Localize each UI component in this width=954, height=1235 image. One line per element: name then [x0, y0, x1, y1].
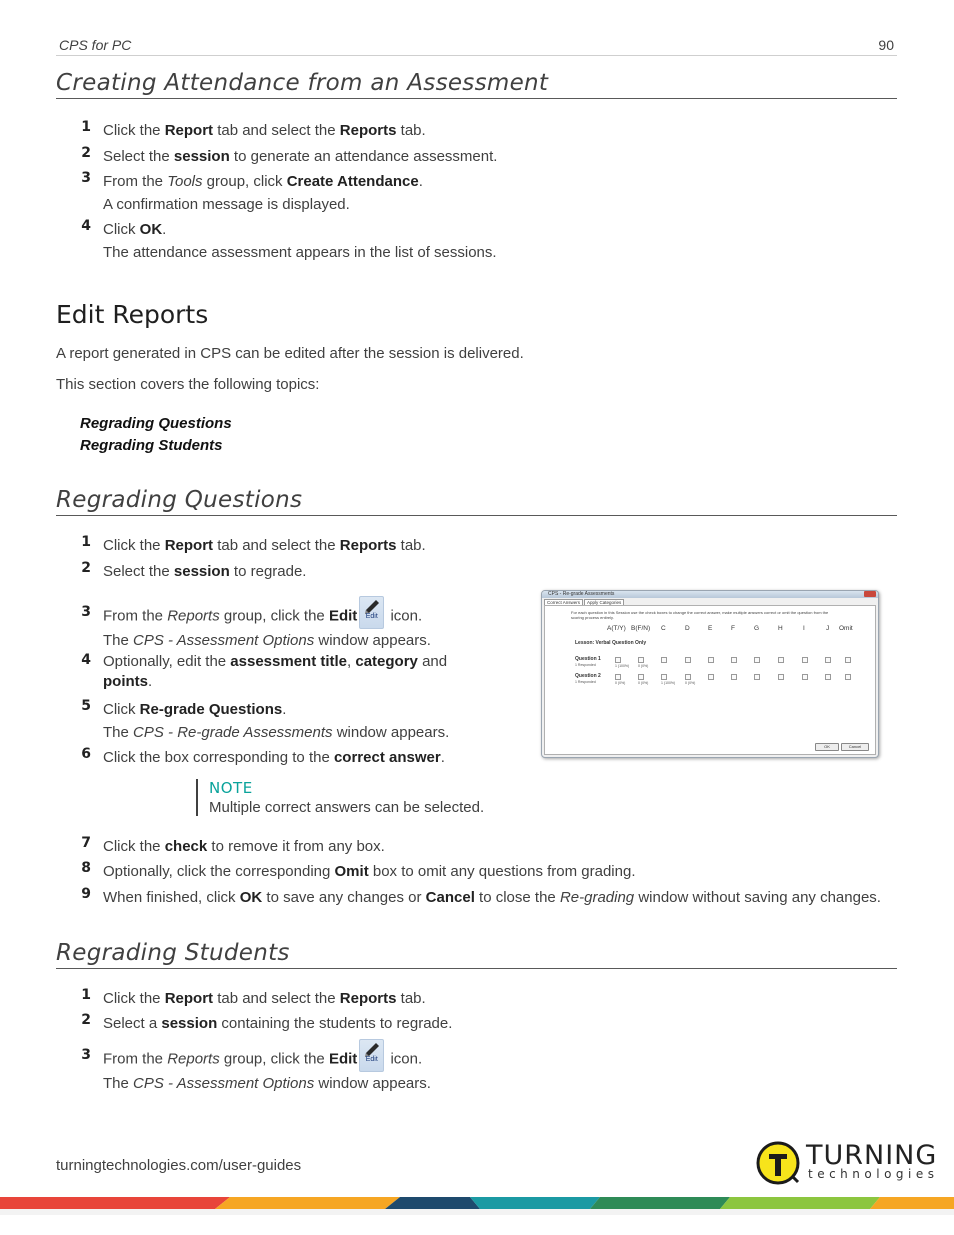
column-header: B(F/N)	[631, 625, 651, 632]
step-text: Click the	[103, 838, 165, 855]
window-name: CPS - Re-grade Assessments	[133, 724, 333, 741]
answer-checkbox	[754, 674, 760, 680]
step-text: window without saving any changes.	[634, 889, 881, 906]
ok-button: OK	[815, 743, 839, 751]
answer-checkbox	[731, 657, 737, 663]
step-text: tab.	[396, 537, 426, 554]
answer-checkbox	[802, 657, 808, 663]
step-text: group, click	[202, 173, 287, 190]
step-text: From the	[103, 173, 168, 190]
note-title: NOTE	[209, 779, 253, 797]
step-text: Click the	[103, 990, 165, 1007]
step-number: 2	[81, 1012, 91, 1028]
window-instructions: For each question in this Session use the check boxes to change the correct answer, make multiple answers correct or omit the question from the scoring process entirely.	[571, 610, 829, 620]
column-header: G	[754, 625, 760, 632]
logo-mark-icon	[756, 1140, 802, 1186]
step-bold: OK	[239, 889, 263, 906]
step-text: to close the	[474, 889, 560, 906]
answer-checkbox	[638, 674, 644, 680]
step-text: Click	[103, 221, 140, 238]
step-result: The	[103, 632, 134, 649]
step-text: to regrade.	[229, 563, 307, 580]
footer-url[interactable]: turningtechnologies.com/user-guides	[56, 1157, 302, 1174]
step-number: 4	[81, 218, 91, 234]
step-text: tab.	[396, 122, 426, 139]
list-item	[76, 218, 906, 264]
question-label: Question 1	[575, 656, 601, 662]
tab-correct-answers: Correct Answers	[544, 599, 583, 606]
step-bold: Edit	[328, 607, 358, 625]
step-text: .	[162, 221, 167, 238]
list-item	[76, 560, 906, 583]
answer-checkbox	[825, 657, 831, 663]
step-bold: Cancel	[425, 889, 475, 906]
section-heading-creating-attendance: Creating Attendance from an Assessment	[56, 70, 897, 99]
step-number: 2	[81, 560, 91, 576]
answer-checkbox	[708, 674, 714, 680]
step-text: tab and select the	[213, 122, 340, 139]
window-name: CPS - Assessment Options	[133, 1075, 315, 1092]
step-bold: Report	[164, 537, 214, 554]
answer-checkbox	[615, 657, 621, 663]
answer-checkbox	[661, 674, 667, 680]
step-bold: points	[103, 673, 148, 690]
column-header: D	[685, 625, 690, 632]
step-number: 1	[81, 534, 91, 550]
logo-subtitle: technologies	[808, 1167, 939, 1181]
step-bold: session	[161, 1015, 218, 1032]
step-text: Optionally, edit the	[103, 653, 231, 670]
question-responded: 1 Responded	[575, 680, 596, 684]
page-number: 90	[878, 37, 894, 53]
column-header: I	[803, 625, 805, 632]
step-result: The	[103, 1075, 134, 1092]
answer-stat: 0 (0%)	[685, 681, 696, 685]
step-number: 1	[81, 119, 91, 135]
answer-stat: 1 (100%)	[661, 681, 676, 685]
step-result: window appears.	[314, 632, 431, 649]
step-text: .	[148, 673, 153, 690]
document-title: CPS for PC	[59, 37, 132, 53]
answer-stat: 0 (0%)	[638, 664, 649, 668]
step-text: icon.	[386, 607, 423, 625]
step-bold: session	[173, 563, 230, 580]
note-callout	[196, 779, 484, 816]
step-bold: Reports	[339, 990, 397, 1007]
step-text: tab and select the	[213, 537, 340, 554]
topic-link-regrading-students[interactable]: Regrading Students	[80, 437, 223, 454]
step-bold: Report	[164, 122, 214, 139]
step-text: tab and select the	[213, 990, 340, 1007]
answer-checkbox	[638, 657, 644, 663]
step-text: Select the	[103, 148, 174, 165]
close-icon	[864, 591, 876, 597]
step-text: to generate an attendance assessment.	[229, 148, 498, 165]
question-responded: 1 Responded	[575, 663, 596, 667]
list-item	[76, 170, 906, 216]
step-bold: OK	[139, 221, 163, 238]
answer-stat: 1 (100%)	[615, 664, 630, 668]
step-number: 2	[81, 145, 91, 161]
step-text: .	[440, 749, 445, 766]
step-bold: Omit	[334, 863, 369, 880]
answer-checkbox	[615, 674, 621, 680]
note-body: Multiple correct answers can be selected.	[209, 799, 485, 816]
step-number: 7	[81, 835, 91, 851]
column-header: E	[708, 625, 713, 632]
window-titlebar: CPS - Re-grade Assessments	[542, 591, 878, 598]
step-text: group, click the	[219, 1050, 329, 1068]
section-heading-edit-reports: Edit Reports	[56, 300, 209, 329]
header-divider	[56, 55, 897, 56]
list-item	[76, 1047, 906, 1095]
list-item	[76, 1012, 906, 1035]
edit-icon-label: Edit	[365, 1056, 378, 1063]
step-result: A confirmation message is displayed.	[103, 196, 350, 213]
step-bold: assessment title	[230, 653, 348, 670]
answer-stat: 0 (0%)	[615, 681, 626, 685]
step-text: box to omit any questions from grading.	[368, 863, 636, 880]
intro-paragraph: A report generated in CPS can be edited after the session is delivered.	[56, 345, 524, 362]
step-bold: Re-grade Questions	[139, 701, 283, 718]
step-text: Click the	[103, 537, 165, 554]
step-bold: Report	[164, 990, 214, 1007]
step-number: 1	[81, 987, 91, 1003]
step-bold: check	[164, 838, 208, 855]
step-bold: Create Attendance	[286, 173, 419, 190]
step-text: .	[282, 701, 287, 718]
step-number: 5	[81, 698, 91, 714]
list-item	[76, 119, 906, 142]
window-pane	[544, 605, 876, 755]
column-header: H	[778, 625, 783, 632]
edit-icon	[359, 1039, 384, 1072]
column-header: C	[661, 625, 666, 632]
regrade-window-screenshot	[541, 590, 879, 758]
step-text: to save any changes or	[262, 889, 426, 906]
list-item	[76, 886, 906, 909]
answer-checkbox	[708, 657, 714, 663]
lesson-label: Lesson: Verbal Question Only	[575, 640, 647, 646]
step-text: .	[418, 173, 423, 190]
answer-checkbox	[754, 657, 760, 663]
step-text: tab.	[396, 990, 426, 1007]
answer-checkbox	[731, 674, 737, 680]
question-label: Question 2	[575, 673, 601, 679]
decorative-color-stripe	[0, 1195, 954, 1215]
column-header: A(T/Y)	[607, 625, 626, 632]
step-bold: category	[355, 653, 418, 670]
answer-stat: 0 (0%)	[638, 681, 649, 685]
answer-checkbox	[685, 657, 691, 663]
step-result: The	[103, 724, 134, 741]
answer-checkbox	[778, 674, 784, 680]
column-header: F	[731, 625, 735, 632]
step-text: Click the box corresponding to the	[103, 749, 334, 766]
step-number: 3	[81, 1047, 91, 1063]
list-item	[76, 145, 906, 168]
answer-checkbox	[685, 674, 691, 680]
step-text: Select a	[103, 1015, 162, 1032]
cancel-button: Cancel	[841, 743, 869, 751]
step-result: window appears.	[314, 1075, 431, 1092]
column-header: Omit	[839, 625, 853, 632]
list-item	[76, 860, 906, 883]
step-result: window appears.	[332, 724, 450, 741]
answer-checkbox	[802, 674, 808, 680]
step-text: Click the	[103, 122, 165, 139]
logo-wordmark: TURNING	[806, 1140, 938, 1171]
section-heading-regrading-questions: Regrading Questions	[56, 487, 897, 516]
section-heading-regrading-students: Regrading Students	[56, 940, 897, 969]
omit-checkbox	[845, 657, 851, 663]
omit-checkbox	[845, 674, 851, 680]
list-item	[76, 835, 906, 858]
step-number: 3	[81, 170, 91, 186]
step-number: 8	[81, 860, 91, 876]
list-item	[76, 534, 906, 557]
step-italic: Reports	[167, 607, 220, 625]
step-bold: correct answer	[333, 749, 441, 766]
edit-icon-label: Edit	[365, 613, 378, 620]
step-text: Click	[103, 701, 140, 718]
turning-technologies-logo	[756, 1140, 939, 1186]
step-text: to remove it from any box.	[207, 838, 385, 855]
step-result: The attendance assessment appears in the list of sessions.	[103, 244, 497, 261]
window-name: CPS - Assessment Options	[133, 632, 315, 649]
step-bold: Edit	[328, 1050, 358, 1068]
answer-checkbox	[661, 657, 667, 663]
step-italic: Tools	[167, 173, 203, 190]
list-item	[76, 652, 476, 692]
column-header: J	[826, 625, 830, 632]
step-text: icon.	[386, 1050, 423, 1068]
topic-link-regrading-questions[interactable]: Regrading Questions	[80, 415, 232, 432]
step-text: containing the students to regrade.	[217, 1015, 453, 1032]
step-italic: Reports	[167, 1050, 220, 1068]
step-text: Optionally, click the corresponding	[103, 863, 335, 880]
step-number: 9	[81, 886, 91, 902]
step-text: group, click the	[219, 607, 329, 625]
step-bold: session	[173, 148, 230, 165]
topics-intro: This section covers the following topics:	[56, 376, 320, 393]
step-number: 4	[81, 652, 91, 668]
step-text: When finished, click	[103, 889, 240, 906]
step-bold: Reports	[339, 537, 397, 554]
answer-checkbox	[778, 657, 784, 663]
step-italic: Re-grading	[559, 889, 635, 906]
step-text: and	[417, 653, 448, 670]
tab-apply-categories: Apply Categories	[584, 599, 624, 606]
edit-icon	[359, 596, 384, 629]
step-text: ,	[347, 653, 356, 670]
answer-checkbox	[825, 674, 831, 680]
list-item	[76, 987, 906, 1010]
step-text: From the	[103, 607, 168, 625]
step-text: Select the	[103, 563, 174, 580]
step-number: 6	[81, 746, 91, 762]
step-text: From the	[103, 1050, 168, 1068]
step-number: 3	[81, 604, 91, 620]
step-bold: Reports	[339, 122, 397, 139]
